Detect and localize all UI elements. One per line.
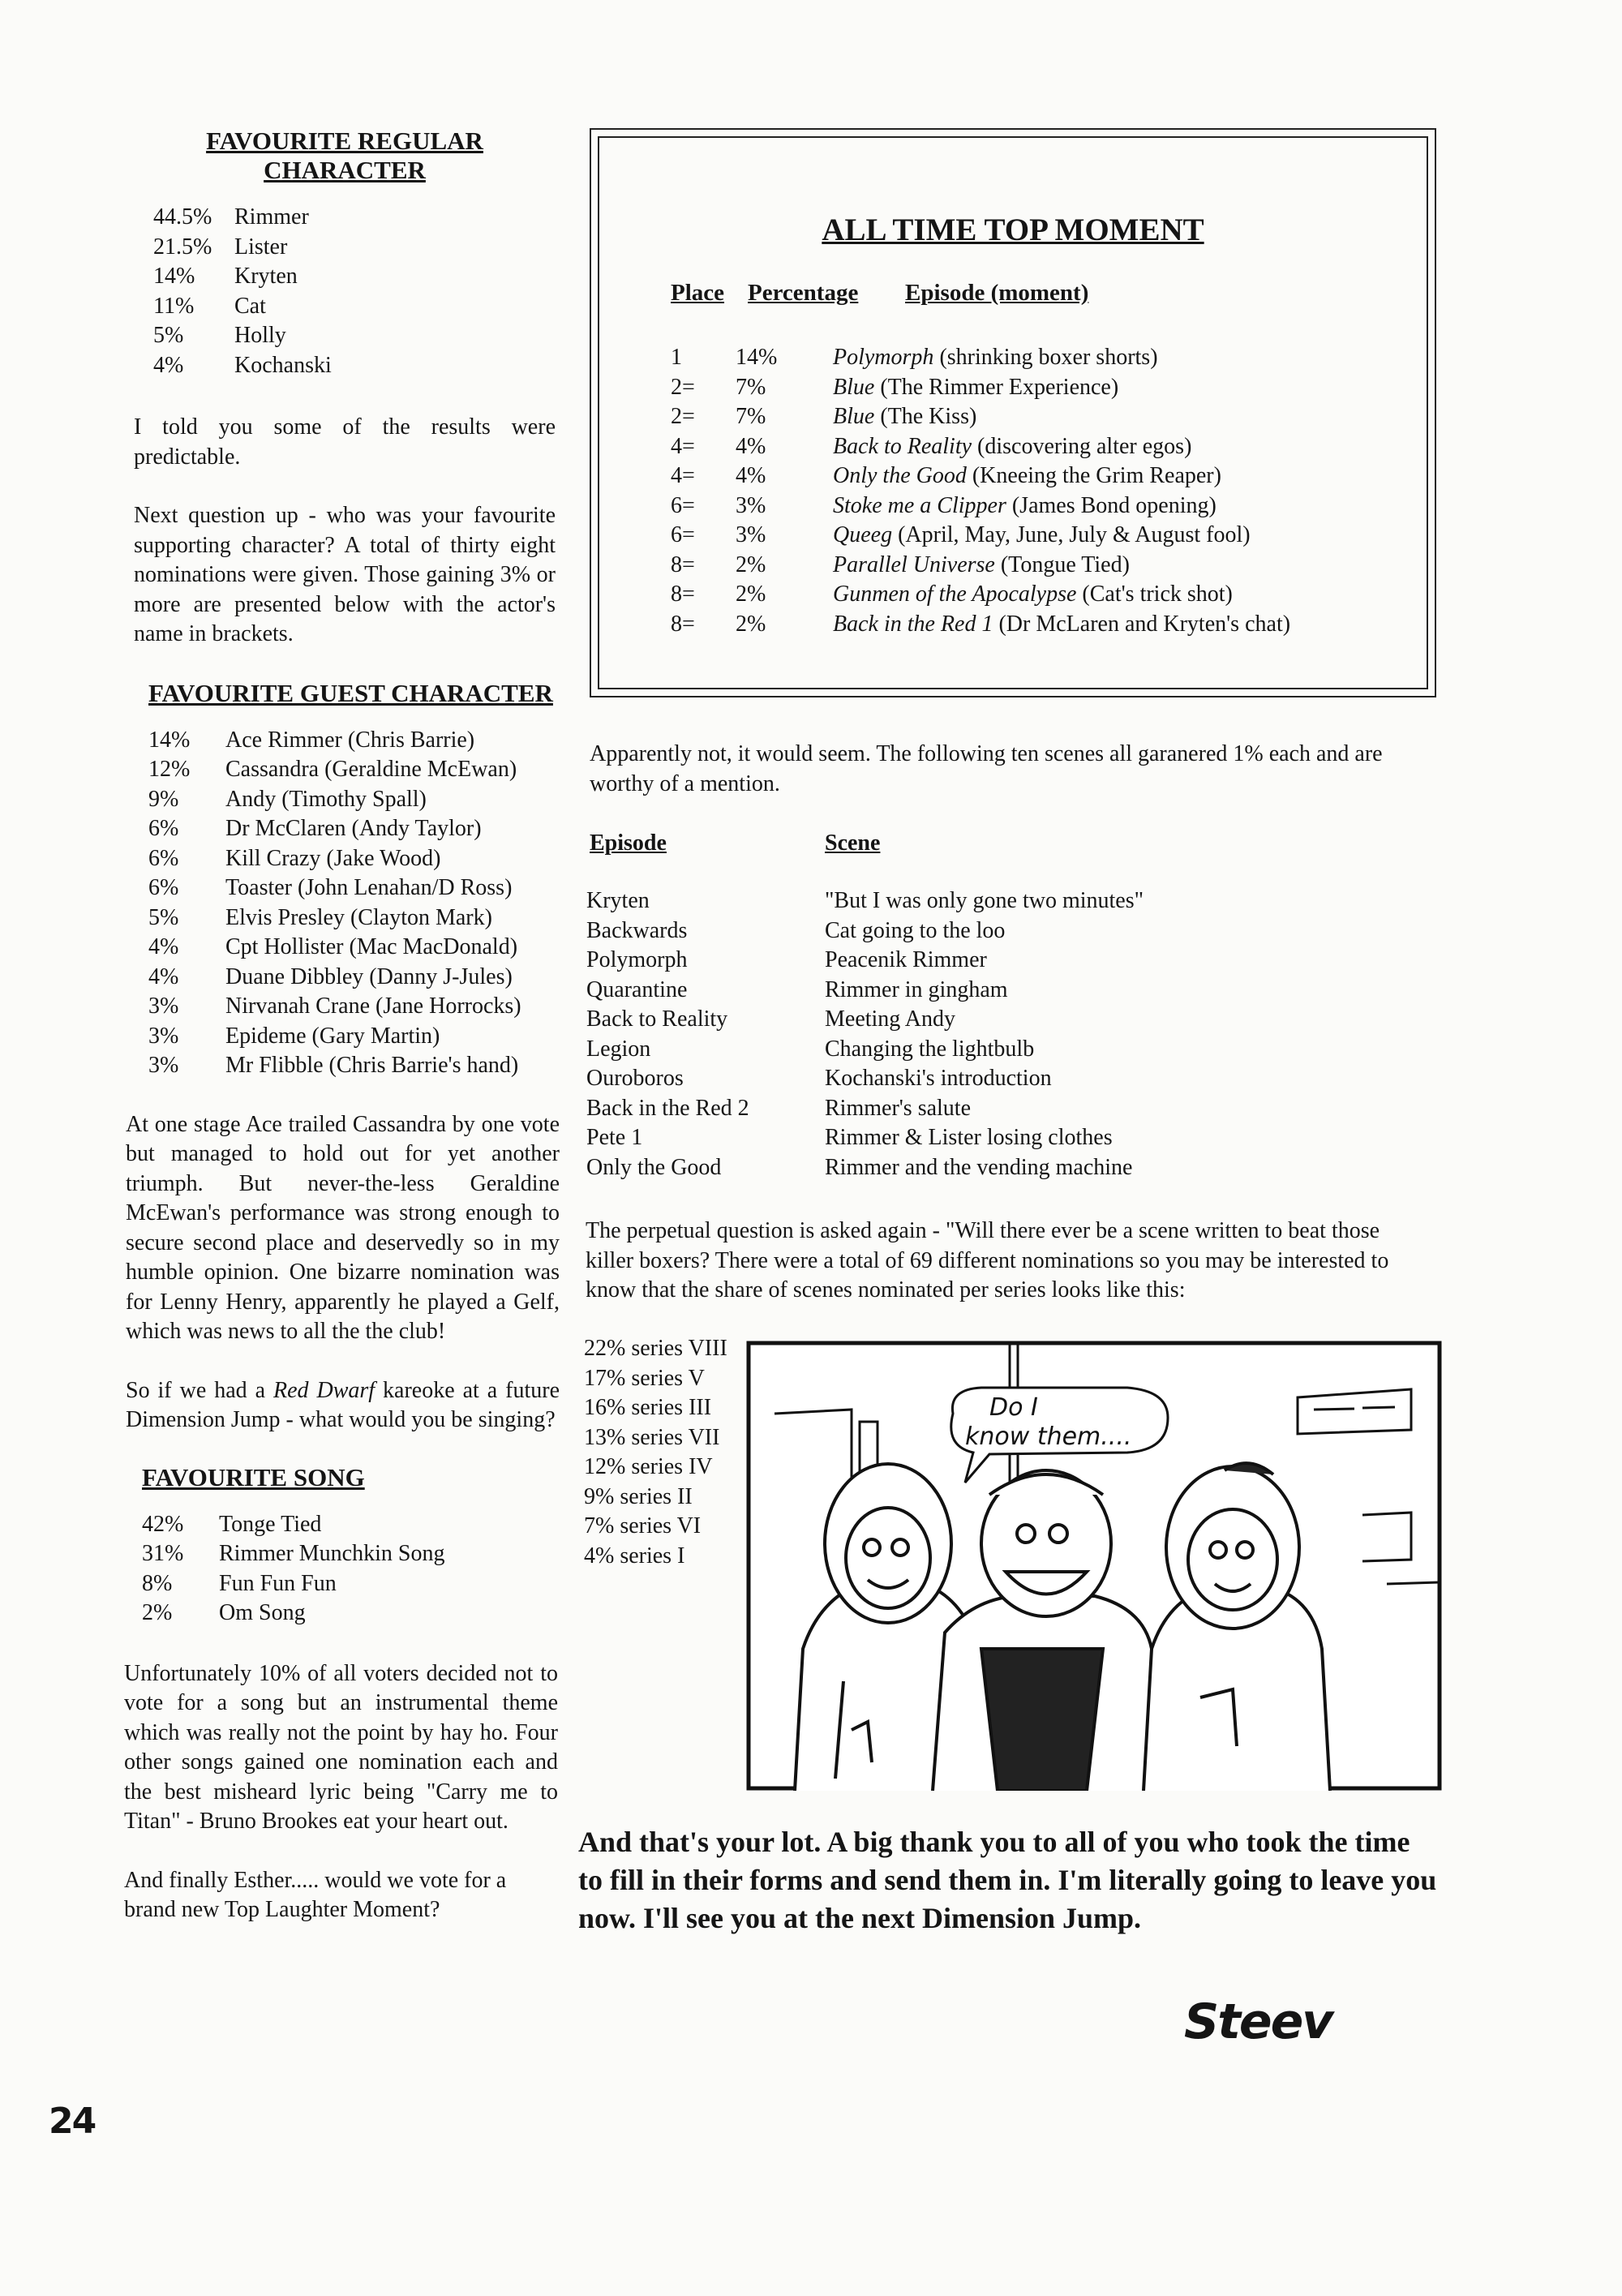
header-episode: Episode (moment) (905, 280, 1089, 306)
scenes-header: Episode Scene (590, 830, 881, 856)
table-row: 8= 2% Gunmen of the Apocalypse (Cat's trick shot) (671, 582, 1233, 607)
table-row: 4= 4% Only the Good (Kneeing the Grim Reaper) (671, 463, 1221, 488)
list-item: 4% Cpt Hollister (Mac MacDonald) (148, 934, 518, 959)
list-item: 21.5% Lister (153, 234, 288, 260)
list-item: 22% series VIII (584, 1336, 727, 1361)
list-item: 5% Holly (153, 323, 286, 348)
table-row: Back in the Red 2 Rimmer's salute (586, 1095, 972, 1121)
list-item: 6% Dr McClaren (Andy Taylor) (148, 816, 482, 841)
list-item: 2% Om Song (142, 1600, 306, 1625)
favourite-regular-list (153, 203, 556, 380)
header-percentage: Percentage (748, 280, 859, 306)
table-row: Quarantine Rimmer in gingham (586, 976, 1008, 1002)
table-row: 2= 7% Blue (The Rimmer Experience) (671, 374, 1119, 400)
favourite-song-list (142, 1510, 556, 1629)
table-row: Back to Reality Meeting Andy (586, 1006, 955, 1032)
series-share-list (584, 1334, 727, 1571)
list-item: 9% series II (584, 1483, 693, 1509)
list-item: 6% Toaster (John Lenahan/D Ross) (148, 875, 513, 900)
table-row: 8= 2% Parallel Universe (Tongue Tied) (671, 551, 1130, 577)
list-item: 3% Mr Flibble (Chris Barrie's hand) (148, 1053, 519, 1078)
list-item: 4% series I (584, 1543, 685, 1569)
list-item: 16% series III (584, 1395, 712, 1420)
intro-text: I told you some of the results were predictable. Next question up - who was your favourite supporting character? A total of thirty eight nominations were given. Those gaining 3% or more are presented below with the actor's name in brackets. (134, 414, 556, 646)
table-row: Legion Changing the lightbulb (586, 1036, 1035, 1062)
cartoon-illustration (746, 1341, 1442, 1791)
scenes-intro: Apparently not, it would seem. The following ten scenes all garanered 1% each and are worthy of a mention. (590, 741, 1383, 796)
song-commentary: Unfortunately 10% of all voters decided not to vote for a song but an instrumental theme which was really not the point by hay ho. Four other songs gained one nomination each and the best misheard lyric being "Carry me to Titan" - Bruno Brookes eat your heart out. And finally Esther..... would we vote for a brand new Top Laughter Moment? (124, 1660, 558, 1922)
table-row: 6= 3% Stoke me a Clipper (James Bond opening) (671, 492, 1216, 518)
signature: Steev (1184, 1993, 1332, 2050)
table-row: 2= 7% Blue (The Kiss) (671, 404, 977, 429)
list-item: 6% Kill Crazy (Jake Wood) (148, 845, 441, 871)
series-question: The perpetual question is asked again - "Will there ever be a scene written to beat those killer boxers? There were a total of 69 different nominations so you may be interested to know that the share of scenes nominated per series looks like this: (586, 1218, 1389, 1302)
list-item: 11% Cat (153, 293, 266, 319)
speech-line-2: know them.... (965, 1423, 1132, 1451)
left-column (124, 127, 560, 1955)
table-row: Ouroboros Kochanski's introduction (586, 1066, 1052, 1091)
list-item: 8% Fun Fun Fun (142, 1570, 337, 1596)
list-item: 44.5% Rimmer (153, 204, 309, 230)
top-moment-header (671, 278, 1088, 308)
table-row: 1 14% Polymorph (shrinking boxer shorts) (671, 345, 1158, 370)
list-item: 9% Andy (Timothy Spall) (148, 786, 427, 812)
table-row: Backwards Cat going to the loo (586, 917, 1006, 943)
top-moment-rows (671, 343, 1290, 639)
table-row: Only the Good Rimmer and the vending machine (586, 1154, 1133, 1180)
header-place: Place (671, 280, 725, 306)
closing-message: And that's your lot. A big thank you to all of you who took the time to fill in their forms and send them in. I'm literally going to leave you now. I'll see you at the next Dimension Jump. (578, 1826, 1437, 1934)
list-item: 4% Kochanski (153, 352, 332, 378)
table-row: Polymorph Peacenik Rimmer (586, 947, 987, 972)
table-row: Pete 1 Rimmer & Lister losing clothes (586, 1125, 1113, 1150)
guest-commentary: At one stage Ace trailed Cassandra by one vote but managed to hold out for yet another triumph. But never-the-less Geraldine McEwan's performance was strong enough to secure second place and deservedly so in my humble opinion. One bizarre nomination was for Lenny Henry, apparently he played a Gelf, which was news to all the the club! So if we had a Red Dwarf kareoke at a future Dimension Jump - what would you be singing? (126, 1110, 560, 1436)
top-moment-box (590, 128, 1436, 697)
list-item: 5% Elvis Presley (Clayton Mark) (148, 904, 492, 930)
speech-line-1: Do I (989, 1393, 1038, 1422)
list-item: 12% series IV (584, 1454, 713, 1479)
table-row: 8= 2% Back in the Red 1 (Dr McLaren and Kryten's chat) (671, 611, 1291, 637)
table-row: Kryten "But I was only gone two minutes" (586, 888, 1144, 913)
list-item: 13% series VII (584, 1424, 720, 1450)
karaoke-question: So if we had a Red Dwarf kareoke at a future Dimension Jump - what would you be singing? (126, 1377, 560, 1432)
favourite-guest-heading: FAVOURITE GUEST CHARACTER (148, 678, 553, 707)
list-item: 4% Duane Dibbley (Danny J-Jules) (148, 963, 513, 989)
list-item: 42% Tonge Tied (142, 1511, 322, 1537)
favourite-song-heading: FAVOURITE SONG (142, 1462, 365, 1491)
cartoon-drawing (746, 1341, 1442, 1791)
scenes-table (586, 829, 1433, 1182)
table-row: 4= 4% Back to Reality (discovering alter egos) (671, 433, 1192, 459)
table-row: 6= 3% Queeg (April, May, June, July & August fool) (671, 522, 1251, 547)
list-item: 3% Nirvanah Crane (Jane Horrocks) (148, 994, 521, 1019)
favourite-regular-heading: FAVOURITE REGULAR CHARACTER (206, 127, 483, 184)
top-moment-title: ALL TIME TOP MOMENT (822, 212, 1204, 247)
list-item: 14% Kryten (153, 264, 298, 289)
favourite-guest-list (148, 726, 556, 1081)
page-number: 24 (49, 2101, 96, 2142)
list-item: 3% Epideme (Gary Martin) (148, 1023, 440, 1049)
list-item: 31% Rimmer Munchkin Song (142, 1541, 445, 1566)
list-item: 7% series VI (584, 1513, 702, 1539)
list-item: 14% Ace Rimmer (Chris Barrie) (148, 727, 475, 753)
list-item: 12% Cassandra (Geraldine McEwan) (148, 757, 517, 782)
list-item: 17% series V (584, 1365, 705, 1391)
